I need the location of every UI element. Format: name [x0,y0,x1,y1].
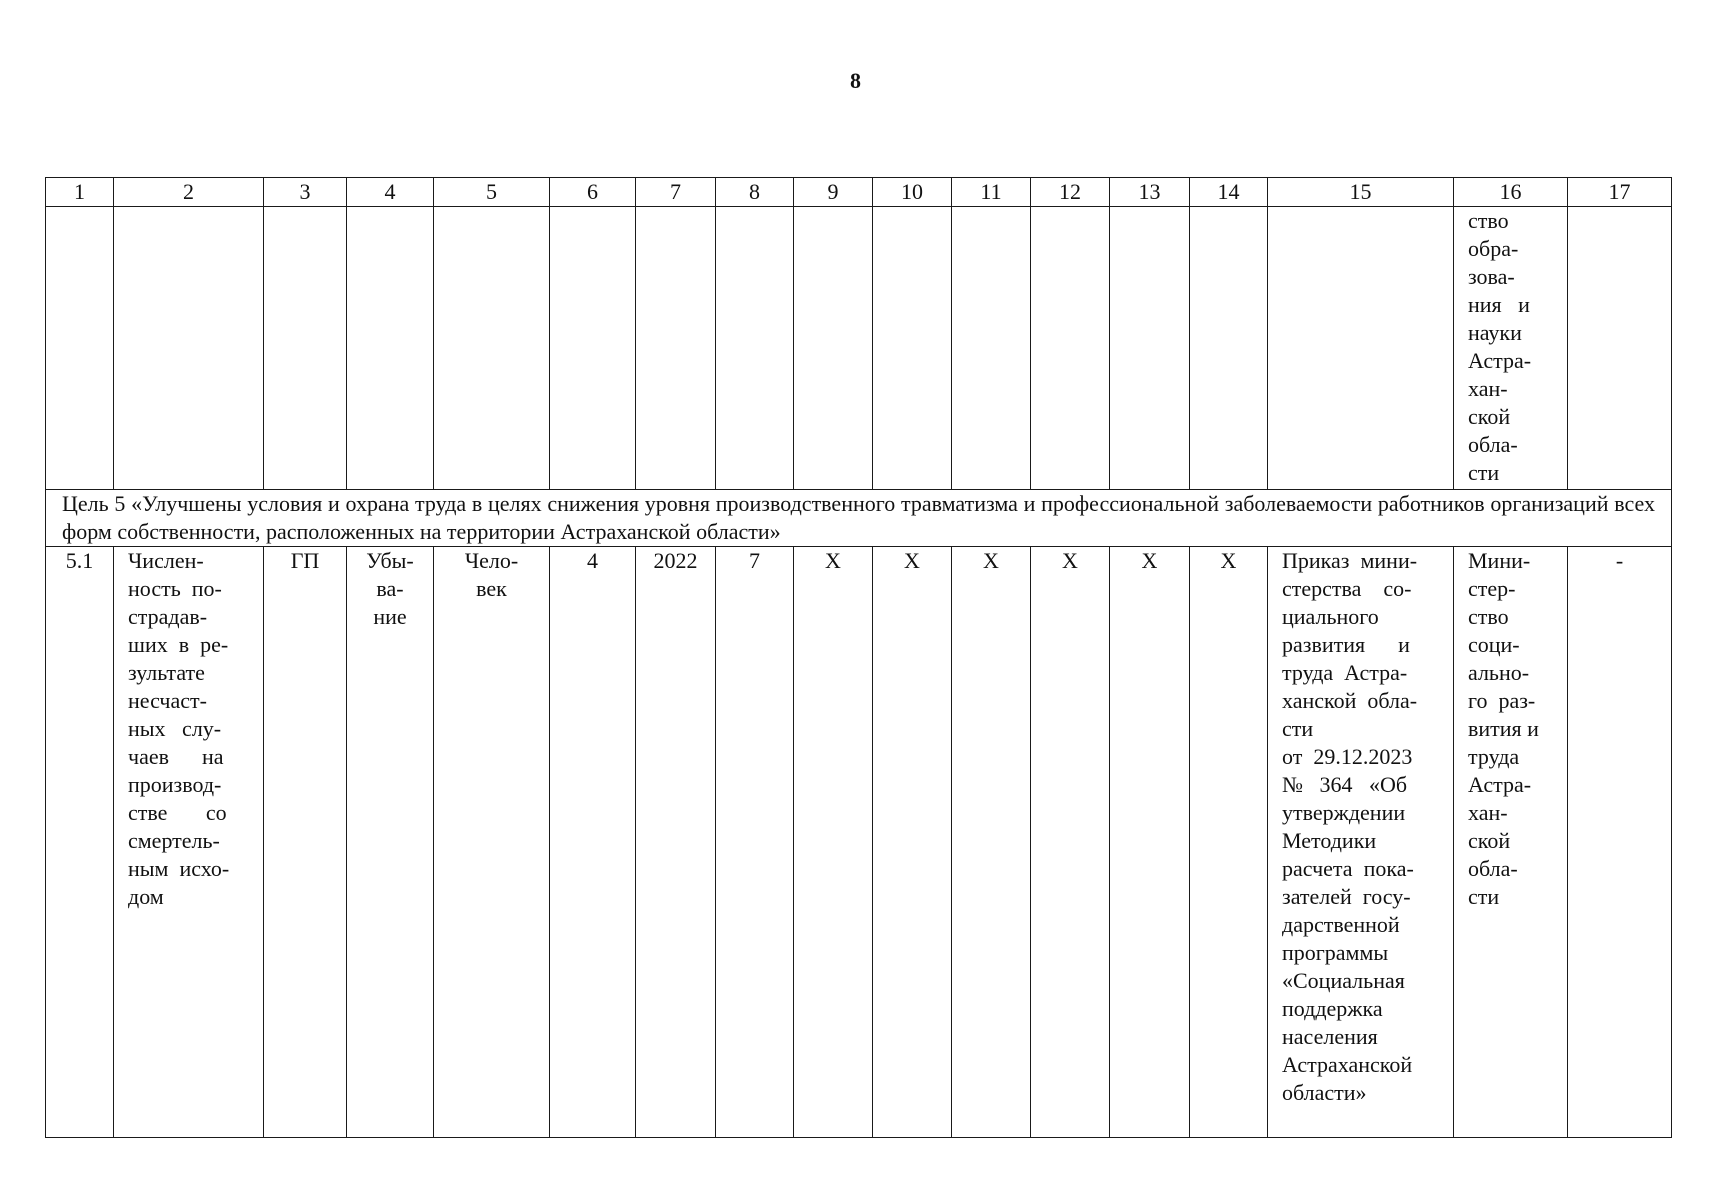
indicator-name: Числен- ность по- страдав- ших в ре- зультате несчаст- ных слу- чаев на производ- стве со смертель- ным исхо- дом [114,547,264,1138]
cont-cell [1190,207,1268,490]
column-header-17: 17 [1568,178,1672,207]
cont-cell [716,207,794,490]
column-header-12: 12 [1031,178,1110,207]
indicator-unit: Чело- век [434,547,550,1138]
column-header-13: 13 [1110,178,1190,207]
column-header-1: 1 [46,178,114,207]
cont-cell [1568,207,1672,490]
column-header-5: 5 [434,178,550,207]
cont-cell [550,207,636,490]
indicators-table [45,177,1672,1138]
goal-5-text: Цель 5 «Улучшены условия и охрана труда в целях снижения уровня производственного травматизма и профессиональной заболеваемости работников организаций всех форм собственности, расположенных на территории Астраханской области» [46,490,1672,547]
value-col-10: X [873,547,952,1138]
column-header-11: 11 [952,178,1031,207]
page-number: 8 [850,68,861,93]
column-header-8: 8 [716,178,794,207]
cont-cell [114,207,264,490]
cont-cell [434,207,550,490]
related-indicator: - [1568,547,1672,1138]
value-col-11: X [952,547,1031,1138]
column-header-15: 15 [1268,178,1454,207]
column-header-4: 4 [347,178,434,207]
indicator-number: 5.1 [46,547,114,1138]
cont-cell [347,207,434,490]
continued-row [46,207,1672,490]
indicator-trend: Убы- ва- ние [347,547,434,1138]
column-header-2: 2 [114,178,264,207]
base-value: 4 [550,547,636,1138]
cont-cell [1031,207,1110,490]
indicator-row-5-1 [46,547,1672,1138]
value-col-9: X [794,547,873,1138]
column-header-6: 6 [550,178,636,207]
column-header-10: 10 [873,178,952,207]
cont-cell [794,207,873,490]
cont-cell [1268,207,1454,490]
column-header-14: 14 [1190,178,1268,207]
column-header-7: 7 [636,178,716,207]
cont-cell [1110,207,1190,490]
base-year: 2022 [636,547,716,1138]
value-col-8: 7 [716,547,794,1138]
column-header-16: 16 [1454,178,1568,207]
value-col-13: X [1110,547,1190,1138]
methodology-document: Приказ мини- стерства со- циального развития и труда Астра- ханской обла- сти от 29.12.2023 № 364 «Об утверждении Методики расчета пока- зателей госу- дарственной программы «Социальная поддержка населения Астраханской области» [1268,547,1454,1138]
indicator-level: ГП [264,547,347,1138]
value-col-12: X [1031,547,1110,1138]
cont-cell [636,207,716,490]
column-number-row [46,178,1672,207]
goal-row [46,490,1672,547]
column-header-9: 9 [794,178,873,207]
cont-cell [873,207,952,490]
cont-cell [264,207,347,490]
column-header-3: 3 [264,178,347,207]
value-col-14: X [1190,547,1268,1138]
continued-responsible-executor: ство обра- зова- ния и науки Астра- хан- ской обла- сти [1454,207,1568,490]
responsible-executor: Мини- стер- ство соци- ально- го раз- вития и труда Астра- хан- ской обла- сти [1454,547,1568,1138]
cont-cell [952,207,1031,490]
cont-cell [46,207,114,490]
